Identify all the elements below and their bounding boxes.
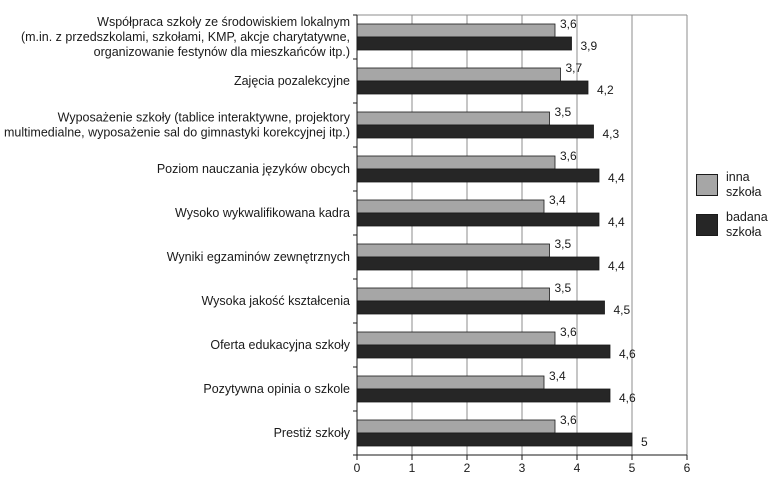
- legend-item-inna-szkola: [696, 170, 776, 200]
- bar-badana-szkola: [357, 433, 632, 446]
- value-label: 4,5: [613, 303, 631, 317]
- bar-inna-szkola: [357, 244, 550, 257]
- x-tick-label: 6: [683, 461, 691, 475]
- category-label: Pozytywna opinia o szkole: [203, 382, 350, 396]
- category-label: Wysoko wykwalifikowana kadra: [175, 206, 350, 220]
- category-label: Zajęcia pozalekcyjne: [233, 74, 350, 88]
- legend-label: badana szkoła: [726, 210, 768, 239]
- value-label: 5: [641, 435, 648, 449]
- bar-badana-szkola: [357, 257, 599, 270]
- bar-badana-szkola: [357, 125, 594, 138]
- x-tick-label: 1: [408, 461, 416, 475]
- category-label: organizowanie festynów dla mieszkańców itp.): [93, 45, 350, 59]
- legend-item-badana-szkola: [696, 210, 776, 240]
- value-label: 3,6: [560, 17, 577, 31]
- category-label: Wyniki egzaminów zewnętrznych: [166, 250, 350, 264]
- bar-inna-szkola: [357, 332, 555, 345]
- value-label: 3,9: [580, 39, 598, 53]
- x-tick-label: 2: [463, 461, 471, 475]
- x-tick-label: 3: [518, 461, 526, 475]
- category-label: Poziom nauczania języków obcych: [156, 162, 350, 176]
- bar-inna-szkola: [357, 420, 555, 433]
- bar-inna-szkola: [357, 112, 550, 125]
- category-label: Prestiż szkoły: [273, 426, 350, 440]
- category-labels: [4, 15, 351, 440]
- bar-inna-szkola: [357, 376, 544, 389]
- value-label: 3,6: [560, 325, 577, 339]
- category-label: Wysoka jakość kształcenia: [201, 294, 350, 308]
- value-label: 4,6: [619, 347, 636, 361]
- category-label: Oferta edukacyjna szkoły: [210, 338, 350, 352]
- bar-badana-szkola: [357, 389, 610, 402]
- category-label: (m.in. z przedszkolami, szkołami, KMP, akcje charytatywne,: [20, 30, 350, 44]
- bar-inna-szkola: [357, 288, 550, 301]
- category-label: multimedialne, wyposażenie sal do gimnastyki korekcyjnej itp.): [4, 125, 350, 140]
- legend: [696, 170, 776, 250]
- category-label: Wyposażenie szkoły (tablice interaktywne, projektory: [57, 110, 350, 125]
- value-label: 3,5: [554, 281, 572, 295]
- value-label: 4,2: [597, 83, 614, 97]
- value-label: 4,6: [619, 391, 636, 405]
- category-label: Współpraca szkoły ze środowiskiem lokalnym: [97, 15, 350, 29]
- value-label: 3,4: [549, 369, 566, 383]
- legend-swatch-badana-szkola: [696, 214, 718, 236]
- bar-inna-szkola: [357, 156, 555, 169]
- legend-swatch-inna-szkola: [696, 174, 718, 196]
- bar-badana-szkola: [357, 169, 599, 182]
- value-label: 3,6: [560, 413, 577, 427]
- legend-label: inna szkoła: [726, 170, 762, 199]
- bar-badana-szkola: [357, 81, 588, 94]
- x-tick-label: 4: [573, 461, 581, 475]
- x-tick-label: 0: [353, 461, 361, 475]
- value-label: 3,6: [560, 149, 577, 163]
- bar-inna-szkola: [357, 24, 555, 37]
- bar-badana-szkola: [357, 37, 572, 50]
- value-label: 3,4: [549, 193, 566, 207]
- bar-badana-szkola: [357, 301, 605, 314]
- value-label: 3,7: [565, 61, 583, 75]
- value-label: 4,4: [608, 171, 625, 185]
- value-label: 4,3: [602, 127, 620, 141]
- bar-badana-szkola: [357, 345, 610, 358]
- bar-inna-szkola: [357, 68, 561, 81]
- value-label: 3,5: [554, 237, 572, 251]
- bar-badana-szkola: [357, 213, 599, 226]
- bar-inna-szkola: [357, 200, 544, 213]
- x-tick-label: 5: [628, 461, 636, 475]
- bars: [357, 24, 632, 446]
- value-label: 4,4: [608, 259, 625, 273]
- value-label: 3,5: [554, 105, 572, 119]
- value-label: 4,4: [608, 215, 625, 229]
